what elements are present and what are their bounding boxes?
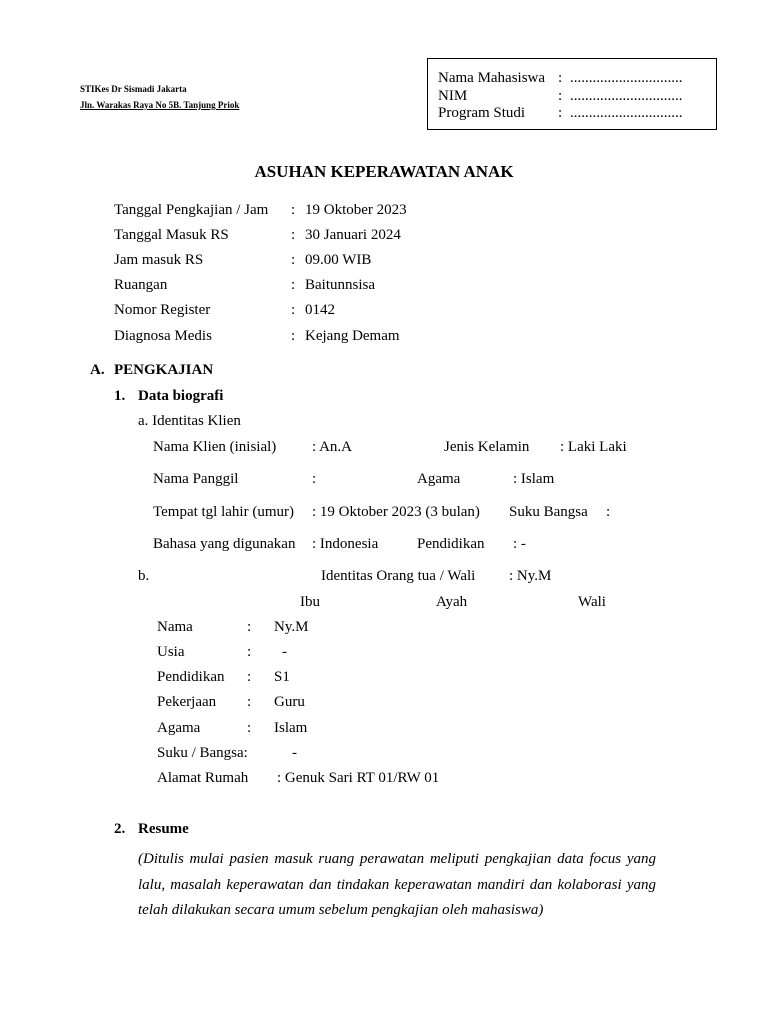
ortu-pekerjaan-label: Pekerjaan [157, 694, 217, 710]
admission-colon: : [291, 252, 296, 268]
institution-address: Jln. Warakas Raya No 5B. Tanjung Priok [80, 100, 240, 110]
identitas-klien-heading: a. Identitas Klien [138, 413, 241, 429]
bahasa-label: Bahasa yang digunakan [153, 536, 296, 552]
ortu-pekerjaan-colon: : [247, 694, 252, 710]
admission-label: Tanggal Masuk RS [114, 227, 229, 243]
admission-value: 0142 [305, 302, 335, 318]
admission-value: Kejang Demam [305, 328, 400, 344]
identitas-ortu-heading: Identitas Orang tua / Wali [321, 568, 476, 584]
ortu-pendidikan-value: S1 [274, 669, 290, 685]
nama-klien-label: Nama Klien (inisial) [153, 439, 277, 455]
ortu-pendidikan-label: Pendidikan [157, 669, 225, 685]
admission-value: 09.00 WIB [305, 252, 372, 268]
subsection-2-marker: 2. [114, 821, 126, 837]
admission-label: Tanggal Pengkajian / Jam [114, 202, 269, 218]
section-a-marker: A. [90, 362, 105, 378]
identitas-ortu-value: : Ny.M [509, 568, 552, 584]
student-name-row [438, 71, 683, 86]
identitas-ortu-marker: b. [138, 568, 150, 584]
student-nim-row [438, 89, 683, 104]
subsection-1-marker: 1. [114, 388, 126, 404]
subsection-1-heading: Data biografi [138, 388, 224, 404]
ortu-nama-colon: : [247, 619, 252, 635]
ortu-agama-colon: : [247, 720, 252, 736]
nama-panggil-value: : [312, 471, 317, 487]
pendidikan-value: : - [513, 536, 526, 552]
agama-value: : Islam [513, 471, 555, 487]
pendidikan-label: Pendidikan [417, 536, 485, 552]
suku-bangsa-label: Suku Bangsa [509, 504, 588, 520]
admission-colon: : [291, 328, 296, 344]
jenis-kelamin-label: Jenis Kelamin [444, 439, 530, 455]
student-name-label: Nama Mahasiswa [438, 70, 546, 86]
admission-colon: : [291, 227, 296, 243]
student-nim-label: NIM [438, 88, 468, 104]
admission-colon: : [291, 202, 296, 218]
admission-label: Ruangan [114, 277, 168, 293]
nama-klien-value: : An.A [312, 439, 353, 455]
section-a-heading: PENGKAJIAN [114, 362, 214, 378]
ortu-agama-label: Agama [157, 720, 201, 736]
jenis-kelamin-value: : Laki Laki [560, 439, 627, 455]
ttl-value: : 19 Oktober 2023 (3 bulan) [312, 504, 480, 520]
resume-instructions: (Ditulis mulai pasien masuk ruang perawatan meliputi pengkajian data focus yang lalu, masalah keperawatan dan tindakan keperawatan mandiri dan kolaborasi yang telah dilakukan secara umum sebelum pengkajian oleh mahasiswa) [138, 851, 656, 918]
student-name-colon: : [558, 70, 563, 86]
admission-label: Nomor Register [114, 302, 211, 318]
ortu-usia-label: Usia [157, 644, 185, 660]
ortu-agama-value: Islam [274, 720, 308, 736]
ortu-suku-value: - [292, 745, 297, 761]
ortu-nama-label: Nama [157, 619, 193, 635]
admission-label: Jam masuk RS [114, 252, 204, 268]
student-nim-value: .............................. [570, 88, 683, 104]
col-ibu-header: Ibu [300, 594, 320, 610]
subsection-2-heading: Resume [138, 821, 189, 837]
ortu-pekerjaan-value: Guru [274, 694, 305, 710]
admission-value: 19 Oktober 2023 [305, 202, 407, 218]
ttl-label: Tempat tgl lahir (umur) [153, 504, 294, 520]
student-name-value: .............................. [570, 70, 683, 86]
student-info-box [427, 58, 717, 130]
admission-value: Baitunnsisa [305, 277, 375, 293]
agama-label: Agama [417, 471, 461, 487]
ortu-usia-colon: : [247, 644, 252, 660]
ortu-alamat-value: : Genuk Sari RT 01/RW 01 [277, 770, 440, 786]
admission-value: 30 Januari 2024 [305, 227, 401, 243]
student-nim-colon: : [558, 88, 563, 104]
admission-label: Diagnosa Medis [114, 328, 212, 344]
admission-colon: : [291, 277, 296, 293]
student-program-label: Program Studi [438, 105, 526, 121]
student-program-value: .............................. [570, 105, 683, 121]
student-program-row [438, 106, 683, 121]
ortu-suku-label: Suku / Bangsa: [157, 745, 248, 761]
suku-bangsa-value: : [606, 504, 611, 520]
ortu-pendidikan-colon: : [247, 669, 252, 685]
ortu-alamat-label: Alamat Rumah [157, 770, 249, 786]
ortu-usia-value: - [282, 644, 287, 660]
bahasa-value: : Indonesia [312, 536, 379, 552]
admission-colon: : [291, 302, 296, 318]
col-ayah-header: Ayah [436, 594, 468, 610]
nama-panggil-label: Nama Panggil [153, 471, 239, 487]
document-title: ASUHAN KEPERAWATAN ANAK [254, 162, 514, 181]
student-program-colon: : [558, 105, 563, 121]
institution-name: STIKes Dr Sismadi Jakarta [80, 84, 187, 94]
col-wali-header: Wali [578, 594, 606, 610]
ortu-nama-value: Ny.M [274, 619, 309, 635]
